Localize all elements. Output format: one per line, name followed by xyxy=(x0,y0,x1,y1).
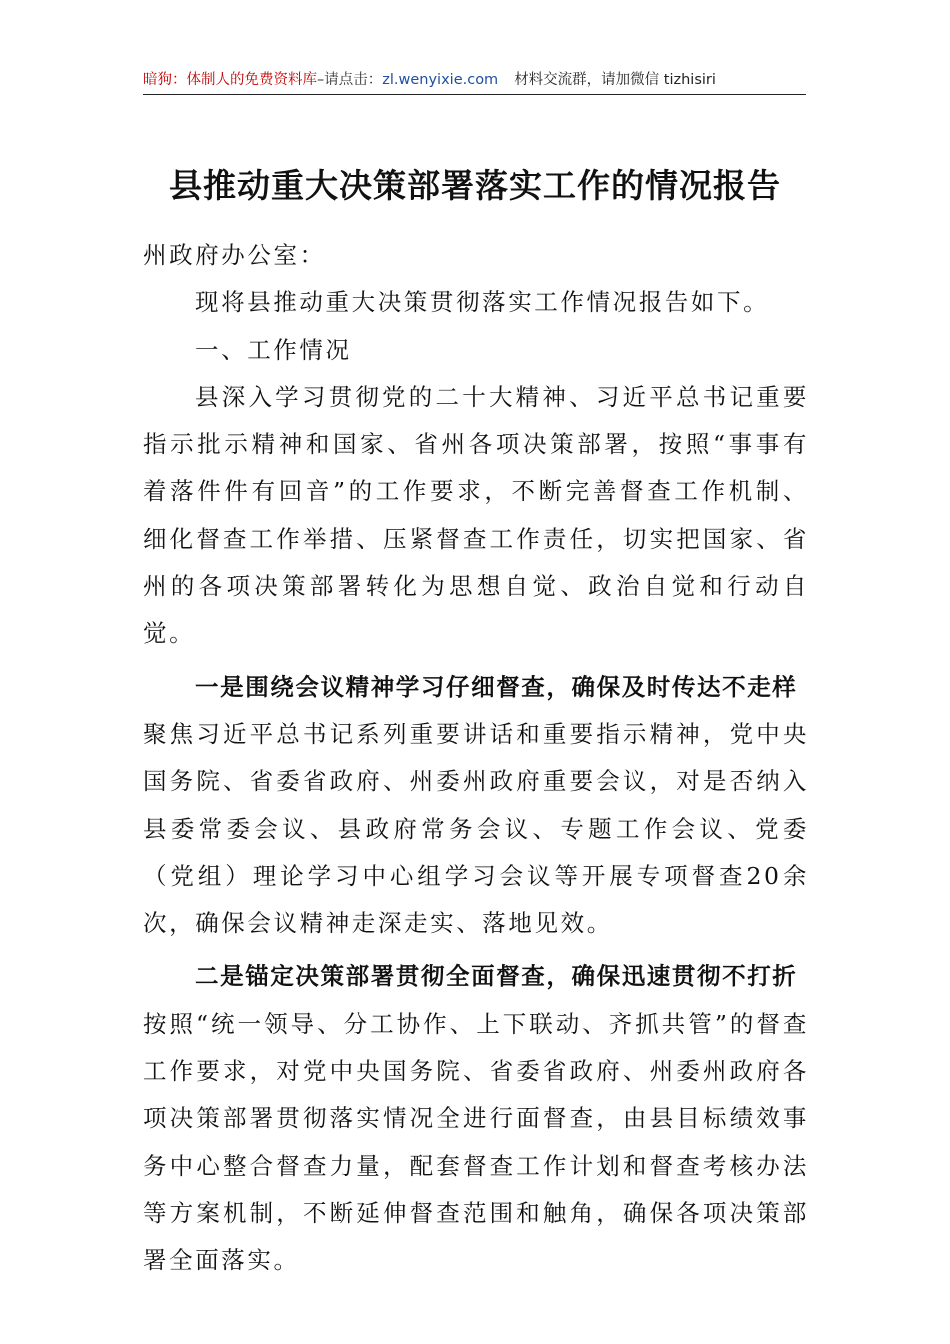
document-body xyxy=(143,232,809,1285)
item-2-lead: 二是锚定决策部署贯彻全面督查，确保迅速贯彻不打折 xyxy=(195,962,798,991)
header-prompt: –请点击： xyxy=(317,72,383,88)
item-2-text: 按照“统一领导、分工协作、上下联动、齐抓共管”的督查工作要求，对党中央国务院、省委省政府、州委州政府各项决策部署贯彻落实情况全进行面督查，由县目标绩效事务中心整合督查力量，配套督查工作计划和督查考核办法等方案机制，不断延伸督查范围和触角，确保各项决策部署全面落实。 xyxy=(143,1009,809,1275)
header-brand: 暗狗：体制人的免费资料库 xyxy=(143,72,317,88)
section-paragraph: 县深入学习贯彻党的二十大精神、习近平总书记重要指示批示精神和国家、省州各项决策部署，按照“事事有着落件件有回音”的工作要求，不断完善督查工作机制、细化督查工作举措、压紧督查工作责任，切实把国家、省州的各项决策部署转化为思想自觉、政治自觉和行动自觉。 xyxy=(143,382,809,648)
salutation: 州政府办公室： xyxy=(143,241,326,269)
page-header xyxy=(143,68,806,95)
header-wechat-note: 材料交流群，请加微信 tizhisiri xyxy=(514,72,716,88)
header-link[interactable]: zl.wenyixie.com xyxy=(382,72,499,88)
intro-paragraph: 现将县推动重大决策贯彻落实工作情况报告如下。 xyxy=(195,288,770,317)
document-title: 县推动重大决策部署落实工作的情况报告 xyxy=(169,166,781,205)
item-1-text: 聚焦习近平总书记系列重要讲话和重要指示精神，党中央国务院、省委省政府、州委州政府重要会议，对是否纳入县委常委会议、县政府常务会议、专题工作会议、党委（党组）理论学习中心组学习会议等开展专项督查20余次，确保会议精神走深走实、落地见效。 xyxy=(143,719,809,938)
section-heading: 一、工作情况 xyxy=(195,335,352,364)
item-1-lead: 一是围绕会议精神学习仔细督查，确保及时传达不走样 xyxy=(195,672,798,701)
